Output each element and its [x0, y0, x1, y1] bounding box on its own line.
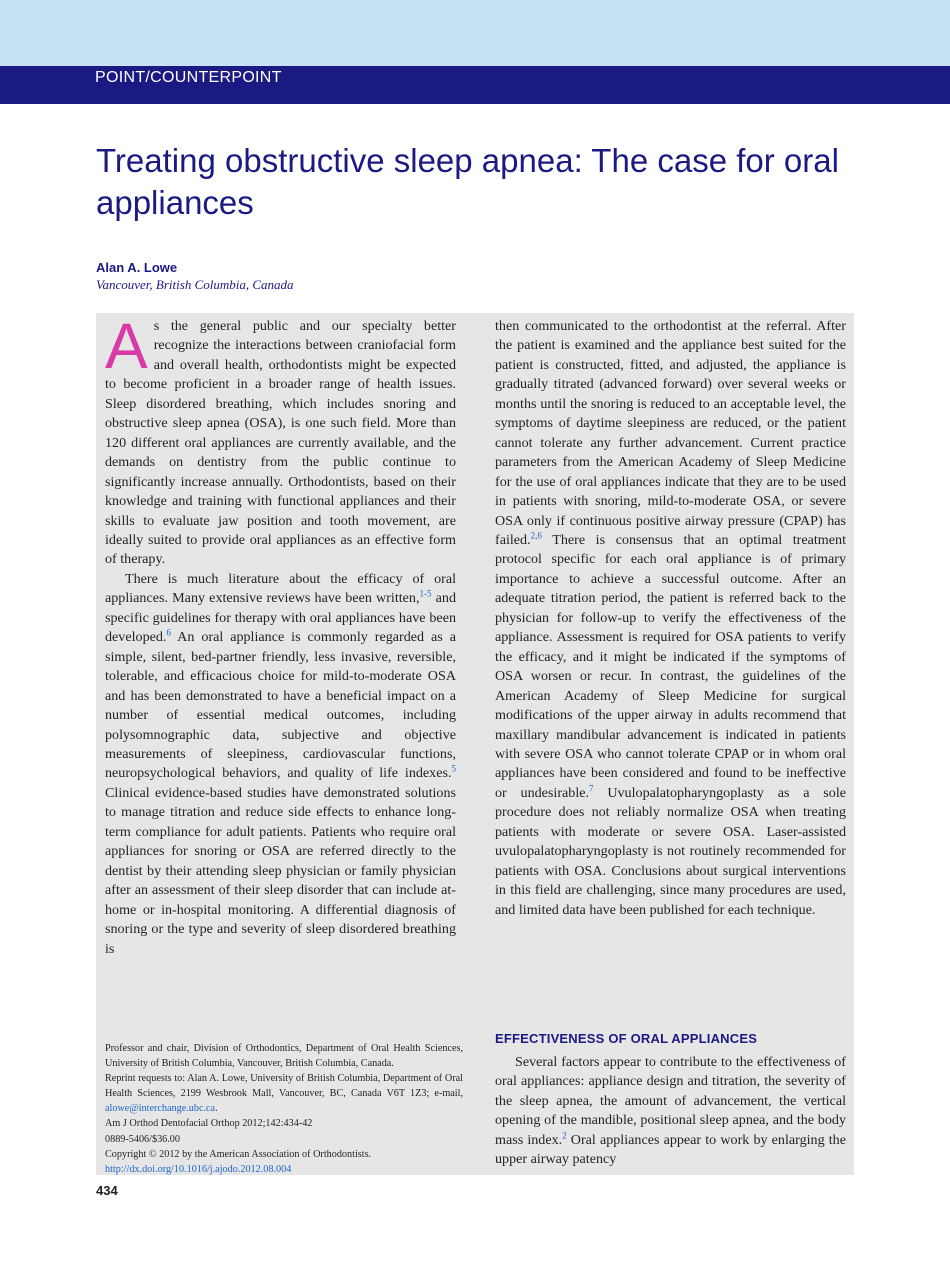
reference-link[interactable]: 2,6 — [530, 530, 542, 541]
author-name: Alan A. Lowe — [96, 260, 178, 275]
text-run: and specific guidelines for therapy with oral appliances have been developed. — [105, 590, 456, 646]
section-heading: EFFECTIVENESS OF ORAL APPLIANCES — [495, 1031, 758, 1046]
right-column-lower — [495, 1053, 846, 1170]
paragraph-1-text: s the general public and our specialty better recognize the interactions between craniofacial form and overall health, orthodontists might be expected to become proficient in a broader range of health issues. Sleep disordered breathing, which includes snoring and obstructive sleep apnea (OSA), is one such field. More than 120 different oral appliances are currently available, and the demands on dentistry from the public continue to significantly increase annually. Orthodontists, based on their knowledge and training with functional appliances and their skills to evaluate jaw position and tooth movement, are ideally suited to provide oral appliances as an effective form of therapy. — [105, 318, 456, 568]
footnote-reprint — [105, 1071, 463, 1116]
text-run: . — [215, 1103, 218, 1115]
text-run: Oral appliances appear to work by enlarging the upper airway patency — [495, 1131, 846, 1168]
text-run: An oral appliance is commonly regarded as a simple, silent, bed-partner friendly, less invasive, reversible, tolerable, and efficacious choice for mild-to-moderate OSA and has been demonstrated to have a beneficial impact on a number of essential medical outcomes, including polysomnographic data, subjective and objective measurements of sleepiness, cardiovascular functions, neuropsychological behaviors, and quality of life indexes. — [105, 629, 456, 782]
drop-cap: A — [105, 310, 148, 382]
page-number: 434 — [96, 1183, 118, 1198]
paragraph-1 — [105, 310, 456, 570]
text-run: There is consensus that an optimal treatment protocol specific for each oral appliance is of primary importance to achieve a successful outcome. After an adequate titration period, the patient is referred back to the physician for follow-up to verify the effectiveness of the appliance. Assessment is required for OSA patients to verify the efficacy, and it might be indicated if the symptoms of OSA worsen or recur. In contrast, the guidelines of the American Academy of Sleep Medicine for surgical modifications of the upper airway in adults recommend that maxillary mandibular advancement is indicated in patients with severe OSA who cannot tolerate CPAP or in whom oral appliances have been considered and found to be ineffective or undesirable. — [495, 531, 846, 801]
footnote-citation: Am J Orthod Dentofacial Orthop 2012;142:434-42 — [105, 1118, 313, 1130]
paragraph-4 — [495, 1053, 846, 1170]
footnote-affiliation: Professor and chair, Division of Orthodontics, Department of Oral Health Sciences, University of British Columbia, Vancouver, British Columbia, Canada. — [105, 1043, 463, 1070]
left-column — [105, 310, 456, 959]
email-link[interactable]: alowe@interchange.ubc.ca — [105, 1103, 216, 1115]
text-run: There is much literature about the efficacy of oral appliances. Many extensive reviews have been written, — [105, 570, 456, 607]
footnote-copyright: Copyright © 2012 by the American Association of Orthodontists. — [105, 1148, 372, 1160]
reference-link[interactable]: 1-5 — [419, 588, 432, 599]
section-label: POINT/COUNTERPOINT — [95, 69, 282, 86]
paragraph-2 — [105, 570, 456, 959]
text-run: Reprint requests to: Alan A. Lowe, University of British Columbia, Department of Oral Health Sciences, 2199 Wesbrook Mall, Vancouver, BC, Canada V6T 1Z3; e-mail, — [105, 1073, 463, 1100]
top-banner — [0, 0, 950, 66]
paragraph-3 — [495, 317, 846, 920]
reference-link[interactable]: 6 — [166, 627, 171, 638]
text-run: Several factors appear to contribute to the effectiveness of oral appliances: appliance design and titration, the severity of the sleep apnea, the amount of advancement, the vertical opening of the mandible, positional sleep apnea, and the body mass index. — [495, 1054, 846, 1148]
doi-link[interactable]: http://dx.doi.org/10.1016/j.ajodo.2012.08.004 — [105, 1163, 292, 1175]
reference-link[interactable]: 5 — [451, 763, 456, 774]
reference-link[interactable]: 7 — [589, 783, 594, 794]
author-footnote — [105, 1041, 463, 1177]
article-title: Treating obstructive sleep apnea: The case for oral appliances — [96, 142, 839, 221]
text-run: Clinical evidence-based studies have demonstrated solutions to manage titration and reduce side effects to enhance long-term compliance for adult patients. Patients who require oral appliances for snoring or OSA are referred directly to the dentist by their attending sleep physician or family physician after an assessment of their sleep disorder that can include at-home or in-hospital monitoring. A differential diagnosis of snoring or the type and severity of sleep disordered breathing is — [105, 784, 456, 957]
footnote-issn: 0889-5406/$36.00 — [105, 1133, 180, 1145]
text-run: Uvulopalatopharyngoplasty as a sole procedure does not reliably normalize OSA when treating patients with moderate or severe OSA. Laser-assisted uvulopalatopharyngoplasty is not routinely recommended for patients with OSA. Conclusions about surgical interventions in this field are challenging, since many procedures are used, and limited data have been published for each technique. — [495, 784, 846, 918]
section-bar — [0, 66, 950, 104]
reference-link[interactable]: 2 — [562, 1130, 567, 1141]
text-run: then communicated to the orthodontist at the referral. After the patient is examined and the appliance best suited for the patient is constructed, fitted, and adjusted, the appliance is gradually titrated (advanced forward) over several weeks or months until the snoring is reduced to an acceptable level, the symptoms of daytime sleepiness are reduced, or the patient cannot tolerate any further advancement. Current practice parameters from the American Academy of Sleep Medicine for the use of oral appliances indicate that they are to be used in patients with snoring, mild-to-moderate OSA, or severe OSA only if continuous positive airway pressure (CPAP) has failed. — [495, 318, 846, 548]
author-affiliation: Vancouver, British Columbia, Canada — [96, 277, 294, 292]
right-column — [495, 317, 846, 920]
